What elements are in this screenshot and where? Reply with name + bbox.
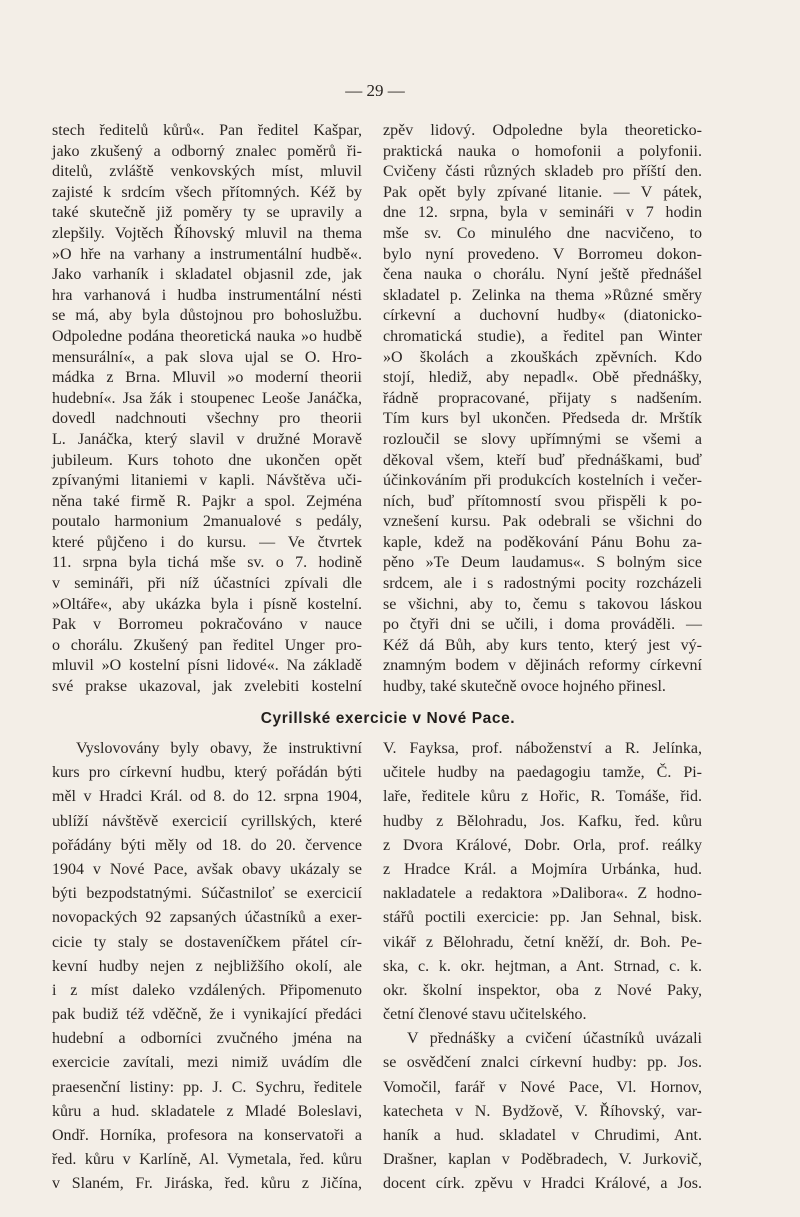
text-line: hudby z Bělohradu, Jos. Kafku, řed. kůru [383,812,702,830]
text-line: srdcem, ale i s radostnými pocity rozcházeli [383,575,702,593]
text-line: Ondř. Horníka, profesora na konservatoři a [52,1127,362,1144]
text-line: L. Janáčka, který slavil v družné Moravě [52,430,362,448]
text-line: ditelů, zvláště venkovských míst, mluvil [52,163,362,181]
text-line: kaple, kdež na poděkování Pánu Bohu za- [383,533,702,551]
text-line: 11. srpna byla tichá mše sv. o 7. hodině [52,554,362,572]
text-line: Cvičeny části různých skladeb pro příští den. [383,163,702,181]
text-line: katecheta v N. Bydžově, V. Říhovský, var- [383,1102,702,1120]
bottom-right-column [383,737,702,1197]
text-line: kevní hudby nejen z nejbližšího okolí, ale [52,957,362,975]
top-left-column [52,121,362,698]
text-line: »O školách a zkouškách zpěvních. Kdo [383,348,702,366]
text-line: cicie ty staly se dostaveníčkem přátel cír- [52,933,362,951]
text-line: ublíží návštěvě exercicií cyrillských, které [52,812,362,830]
text-line: mše sv. Co minulého dne nacvičeno, to [383,224,702,242]
text-line: praktická nauka o homofonii a polyfonii. [383,142,702,160]
text-line: jako zkušený a odborný znalec poměrů ři- [52,142,362,160]
text-line: vikář z Bělohradu, četní kněží, dr. Boh. Pe- [383,933,702,951]
top-right-column [383,121,702,698]
text-line: kůru a hud. skladatele z Mladé Boleslavi, [52,1102,362,1120]
text-line: se osvědčení znalci církevní hudby: pp. Jos. [383,1054,702,1072]
text-line: své prakse ukazoval, jak zvelebiti kostelní [52,678,362,696]
text-line: zlepšily. Vojtěch Říhovský mluvil na thema [52,224,362,242]
text-line: chromatická studie), a ředitel pan Winter [383,327,702,345]
text-line: o chorálu. Zkušený pan ředitel Unger pro- [52,636,362,654]
text-line: ska, c. k. okr. hejtman, a Ant. Strnad, c. k. [383,957,702,975]
text-line: se má, aby byla důstojnou pro bohoslužbu. [52,307,362,325]
text-line: Tím kurs byl ukončen. Předseda dr. Mrštík [383,410,702,428]
text-line: jubileum. Kurs tohoto dne ukončen opět [52,451,362,469]
text-line: řádně propracované, přijaty s nadšením. [383,389,702,407]
text-line: exercicie zavítali, mezi nimiž uvádím dle [52,1054,362,1072]
text-line: čena nauka o chorálu. Nyní ještě přednášel [383,266,702,284]
text-line: církevní a duchovní hudby« (diatonicko- [383,307,702,325]
text-line: četní členové stavu učitelského. [383,1006,587,1024]
text-line: účinkováním při produkcích kostelních i večer- [383,472,702,490]
text-line: bylo nyní provedeno. V Borromeu dokon- [383,245,702,263]
text-line: poutalo harmonium 2manualové s pedály, [52,513,362,531]
text-line: pořádány býti měly od 18. do 20. července [52,836,362,854]
text-line: stojí, hlediž, aby nepadl«. Obě přednášky, [383,369,702,387]
text-line: »Oltáře«, aby ukázka byla i písně kostelní. [52,595,362,613]
text-line: praesenční listiny: pp. J. C. Sychru, ředitele [52,1078,362,1096]
text-line: zpívanými litaniemi v kapli. Návštěva uči- [52,472,362,490]
text-line: haník a hud. skladatel v Chrudimi, Ant. [383,1127,702,1144]
text-line: hudby, také skutečně ovoce hojného přinesl. [383,678,666,696]
text-line: nakladatele a redaktora »Dalibora«. Z hodno- [383,885,702,903]
text-line: dne 12. srpna, byla v semináři v 7 hodin [383,204,702,222]
text-line: znamným bodem v dějinách reformy církevní [383,657,702,675]
text-line: také skutečně již poměry ty se upravily a [52,204,362,222]
text-line: z Hradce Král. a Mojmíra Urbánka, hud. [383,860,702,878]
text-line: Drašner, kaplan v Poděbradech, V. Jurkovič, [383,1151,702,1169]
text-line: 1904 v Nové Pace, avšak obavy ukázaly se [52,860,362,878]
page-number: — 29 — [345,81,405,100]
text-line: zpěv lidový. Odpoledne byla theoreticko- [383,122,702,139]
text-line: Vomočil, farář v Nové Pace, Vl. Hornov, [383,1078,702,1096]
section-heading: Cyrillské exercicie v Nové Pace. [260,710,516,727]
text-line: Jako varhaník i skladatel objasnil zde, jak [52,266,362,284]
text-line: docent círk. zpěvu v Hradci Králové, a Jos. [383,1175,702,1193]
text-line: děkoval všem, kteří buď přednáškami, buď [383,451,702,469]
text-line: rozloučil se slovy upřímnými se všemi a [383,430,702,448]
text-line: ních, buď přítomností svou přispěli k po- [383,492,702,510]
text-line: pak budiž též vděčně, že i vynikající předáci [52,1006,362,1024]
text-line: mluvil »O kostelní písni lidové«. Na základě [52,657,362,675]
text-line: které půjčeno i do kursu. — Ve čtvrtek [52,533,362,551]
text-line: mensurální«, a pak slova ujal se O. Hro- [52,348,362,366]
text-line: dovedl nadchnouti všechny pro theorii [52,410,362,428]
text-line: se všichni, aby to, čemu s takovou láskou [383,595,702,613]
text-line: zajisté k srdcím všech přítomných. Kéž by [52,183,362,201]
text-line: učitele hudby na paedagogiu tamže, Č. Pi- [383,764,702,782]
text-line: skladatel p. Zelinka na thema »Různé směry [383,286,702,304]
bottom-left-column [52,737,362,1197]
text-line: býti bezpodstatnými. Súčastniloť se exercicií [52,885,362,903]
text-line: hudební a odborníci zvučného jména na [52,1030,362,1048]
text-line: Pak opět byly zpívané litanie. — V pátek, [383,183,702,201]
text-line: okr. školní inspektor, oba z Nové Paky, [383,981,702,999]
text-line: v Slaném, Fr. Jiráska, řed. kůru z Jičína, [52,1175,362,1193]
text-line: i z míst daleko vzdálených. Připomenuto [52,981,362,999]
text-line: řed. kůru v Karlíně, Al. Vymetala, řed. kůru [52,1151,362,1169]
text-line: kurs pro církevní hudbu, který pořádán býti [52,764,362,782]
text-line: Vyslovovány byly obavy, že instruktivní [76,740,362,757]
text-line: hra varhanová i hudba instrumentální nésti [52,286,362,304]
text-line: Odpoledne podána theoretická nauka »o hudbě [52,327,362,345]
text-line: pěno »Te Deum laudamus«. S bolným sice [383,554,702,572]
text-line: mádka z Brna. Mluvil »o moderní theorii [52,369,362,387]
text-line: Pak v Borromeu pokračováno v nauce [52,616,362,634]
text-line: V přednášky a cvičení účastníků uvázali [407,1030,702,1048]
text-line: po čtyři dni se učili, i doma prováděli. — [383,616,702,634]
text-line: z Dvora Králové, Dobr. Orla, prof. reálky [383,836,702,854]
text-line: stech ředitelů kůrů«. Pan ředitel Kašpar, [52,122,362,139]
text-line: laře, ředitele kůru z Hořic, R. Tomáše, řid. [383,788,702,806]
text-line: vznešení kursu. Pak odebrali se všichni do [383,513,702,531]
text-line: stářů poctili exercicie: pp. Jan Sehnal, bisk. [383,909,702,927]
text-line: hudební«. Jsa žák i stoupenec Leoše Janáčka, [52,389,362,407]
text-line: »O hře na varhany a instrumentální hudbě«. [52,245,362,263]
text-line: měl v Hradci Král. od 8. do 12. srpna 1904, [52,788,362,806]
text-line: v semináři, při níž účastníci zpívali dle [52,575,362,593]
text-line: novopackých 92 zapsaných účastníků a exer- [52,909,362,927]
text-line: Kéž dá Bůh, aby kurs tento, který jest vý- [383,636,702,654]
text-line: V. Fayksa, prof. náboženství a R. Jelínka, [383,740,702,757]
text-line: něna také firmě R. Pajkr a spol. Zejména [52,492,362,510]
